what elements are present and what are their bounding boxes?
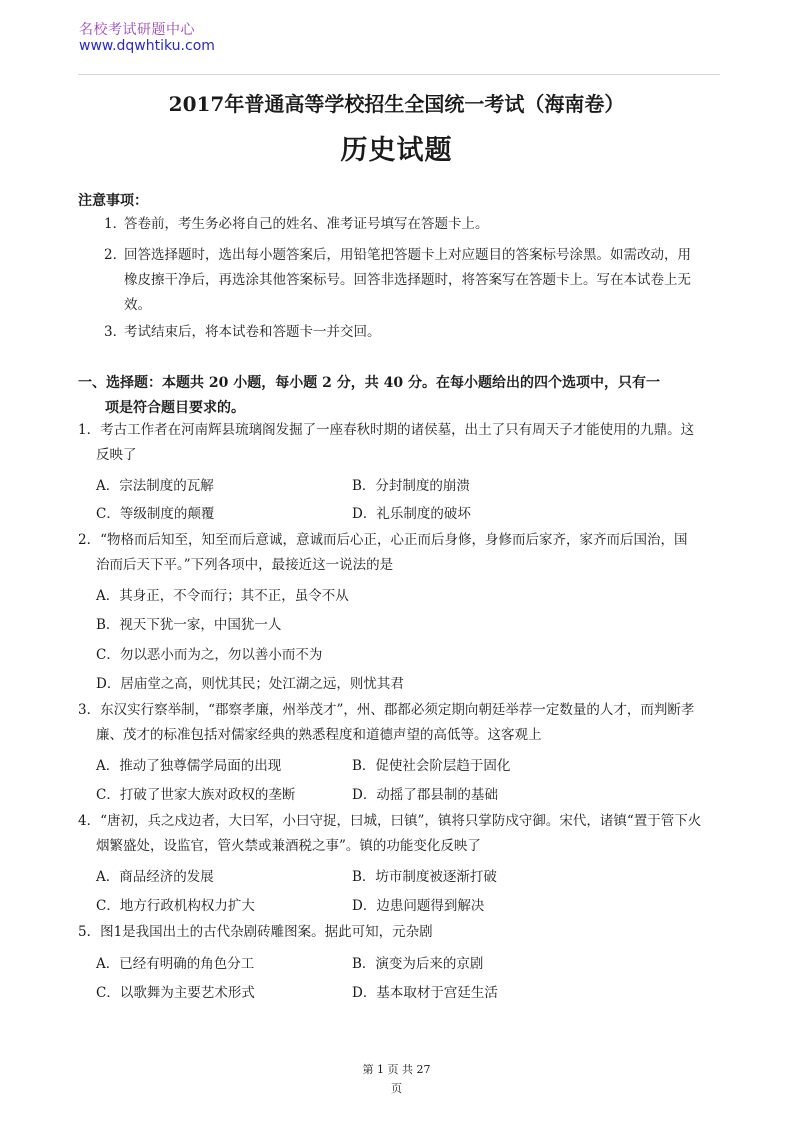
notice-item-number: 3． xyxy=(104,324,127,340)
watermark-name: 名校考试研题中心 xyxy=(79,22,195,38)
question-2-option-c: C．勿以恶小而为之，勿以善小而不为 xyxy=(96,647,323,663)
question-stem-line: 2．“物格而后知至，知至而后意诚，意诚而后心正，心正而后身修，身修而后家齐，家齐而后国治，国 xyxy=(78,532,688,548)
watermark-url[interactable]: www.dqwhtiku.com xyxy=(79,38,215,54)
question-5-stem xyxy=(78,920,726,945)
notice-item-text: 考试结束后，将本试卷和答题卡一并交回。 xyxy=(124,324,381,340)
question-5-option-b: B．演变为后来的京剧 xyxy=(352,956,484,972)
notice-item-text: 答卷前，考生务必将自己的姓名、准考证号填写在答题卡上。 xyxy=(124,216,489,232)
page-number-line: 页 xyxy=(391,1082,402,1095)
question-4-option-c: C．地方行政机构权力扩大 xyxy=(96,898,255,914)
question-1-option-b: B．分封制度的崩溃 xyxy=(352,478,470,494)
question-3-option-d: D．动摇了郡县制的基础 xyxy=(352,787,498,803)
question-4-option-d: D．边患问题得到解决 xyxy=(352,898,485,914)
question-3-stem xyxy=(78,698,726,748)
notice-item-number: 1． xyxy=(104,216,127,232)
notice-item-number: 2． xyxy=(104,247,127,263)
question-5-option-d: D．基本取材于宫廷生活 xyxy=(352,985,498,1001)
notice-item-text: 橡皮擦干净后，再选涂其他答案标号。回答非选择题时，将答案写在答题卡上。写在本试卷上无 xyxy=(124,272,691,288)
question-4-option-b: B．坊市制度被逐渐打破 xyxy=(352,869,497,885)
question-1-option-d: D．礼乐制度的破坏 xyxy=(352,506,471,522)
notice-item-1 xyxy=(104,212,722,237)
question-2-option-d: D．居庙堂之高，则忧其民；处江湖之远，则忧其君 xyxy=(96,676,404,692)
section-heading-line: 一、选择题：本题共 20 小题，每小题 2 分，共 40 分。在每小题给出的四个选项中，只有一 xyxy=(78,375,660,391)
question-stem-line: 3．东汉实行察举制，“郡察孝廉，州举茂才”，州、郡都必须定期向朝廷举荐一定数量的人才，而判断孝 xyxy=(78,702,695,718)
question-3-option-c: C．打破了世家大族对政权的垄断 xyxy=(96,787,296,803)
question-5-option-c: C．以歌舞为主要艺术形式 xyxy=(96,985,255,1001)
exam-title: 2017年普通高等学校招生全国统一考试（海南卷） xyxy=(168,92,625,116)
section-heading xyxy=(78,371,726,421)
question-2-option-b: B．视天下犹一家，中国犹一人 xyxy=(96,617,282,633)
notice-heading: 注意事项： xyxy=(78,193,148,209)
question-stem-line: 1．考古工作者在河南辉县琉璃阁发掘了一座春秋时期的诸侯墓，出土了只有周天子才能使用的九鼎。这 xyxy=(78,422,695,438)
notice-item-text: 回答选择题时，选出每小题答案后，用铅笔把答题卡上对应题目的答案标号涂黑。如需改动，用 xyxy=(124,247,691,263)
question-stem-line: 廉、茂才的标准包括对儒家经典的熟悉程度和道德声望的高低等。这客观上 xyxy=(96,727,542,743)
question-stem-line: 烟繁盛处，设监官，管火禁或兼酒税之事”。镇的功能变化反映了 xyxy=(96,838,481,854)
section-heading-line: 项是符合题目要求的。 xyxy=(105,400,245,416)
question-1-option-a: A．宗法制度的瓦解 xyxy=(96,478,214,494)
question-4-stem xyxy=(78,809,726,859)
question-3-option-b: B．促使社会阶层趋于固化 xyxy=(352,758,511,774)
question-stem-line: 反映了 xyxy=(96,447,137,463)
question-4-option-a: A．商品经济的发展 xyxy=(96,869,214,885)
question-stem-line: 治而后天下平。”下列各项中，最接近这一说法的是 xyxy=(96,557,394,573)
page-footer xyxy=(0,1060,793,1098)
question-3-option-a: A．推动了独尊儒学局面的出现 xyxy=(96,758,282,774)
question-1-stem xyxy=(78,418,726,468)
notice-item-text: 效。 xyxy=(124,297,151,313)
notice-item-3 xyxy=(104,320,722,345)
notice-item-2 xyxy=(104,243,722,318)
question-stem-line: 4．“唐初，兵之戍边者，大曰军，小曰守捉，曰城，曰镇”，镇将只掌防戍守御。宋代，诸镇“置于管下火 xyxy=(78,813,702,829)
page-number-line: 第 1 页 共 27 xyxy=(362,1063,431,1076)
question-2-stem xyxy=(78,528,726,578)
question-5-option-a: A．已经有明确的角色分工 xyxy=(96,956,255,972)
subject-title: 历史试题 xyxy=(340,135,453,166)
question-1-option-c: C．等级制度的颠覆 xyxy=(96,506,215,522)
question-stem-line: 5．图1是我国出土的古代杂剧砖雕图案。据此可知，元杂剧 xyxy=(78,924,433,940)
top-divider xyxy=(78,74,720,75)
question-2-option-a: A．其身正，不令而行；其不正，虽令不从 xyxy=(96,588,349,604)
